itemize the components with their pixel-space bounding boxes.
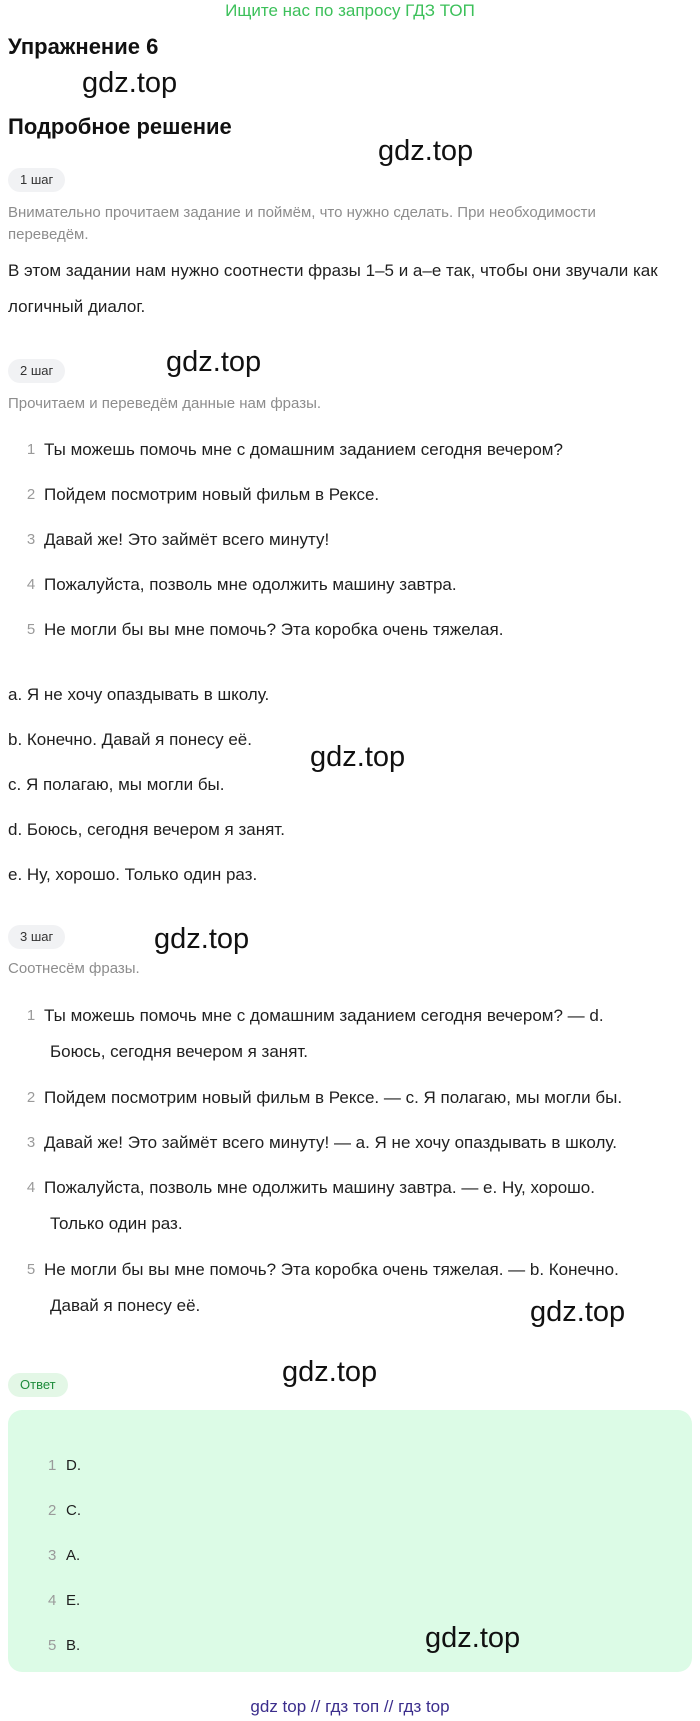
item-text: Пойдем посмотрим новый фильм в Рексе. — c. Я полагаю, мы могли бы. bbox=[44, 1088, 623, 1107]
answer-box bbox=[8, 1410, 692, 1672]
answer-item bbox=[48, 1590, 80, 1612]
item-number: 5 bbox=[26, 1261, 36, 1278]
footer-links[interactable]: gdz top // гдз топ // гдз top bbox=[250, 1697, 450, 1716]
item-text: Пожалуйста, позволь мне одолжить машину завтра. — e. Ну, хорошо. bbox=[44, 1178, 595, 1197]
step-text: В этом задании нам нужно соотнести фразы 1–5 и a–e так, чтобы они звучали как логичный диалог. bbox=[8, 261, 658, 316]
item-number: 3 bbox=[48, 1547, 57, 1564]
watermark: gdz.top bbox=[154, 923, 250, 955]
step-note: Внимательно прочитаем задание и поймём, что нужно сделать. При необходимости переведём. bbox=[8, 204, 596, 243]
watermark: gdz.top bbox=[378, 135, 474, 167]
item-text-continued: Боюсь, сегодня вечером я занят. bbox=[50, 1042, 309, 1061]
item-text: Не могли бы вы мне помочь? Эта коробка очень тяжелая. bbox=[44, 620, 504, 639]
answer-item bbox=[48, 1455, 81, 1477]
item-number: 4 bbox=[26, 1179, 36, 1196]
response-item: a. Я не хочу опаздывать в школу. bbox=[8, 685, 270, 704]
exercise-title: Упражнение 6 bbox=[8, 34, 159, 59]
item-number: 5 bbox=[26, 621, 36, 638]
watermark: gdz.top bbox=[166, 346, 262, 378]
item-number: 4 bbox=[26, 576, 36, 593]
answer-item bbox=[48, 1500, 81, 1522]
response-item: b. Конечно. Давай я понесу её. bbox=[8, 730, 252, 749]
answer-item bbox=[48, 1545, 80, 1567]
item-text: Давай же! Это займёт всего минуту! — a. Я не хочу опаздывать в школу. bbox=[44, 1133, 617, 1152]
answer-item bbox=[48, 1635, 80, 1657]
item-text: Давай же! Это займёт всего минуту! bbox=[44, 530, 330, 549]
response-item: d. Боюсь, сегодня вечером я занят. bbox=[8, 820, 285, 839]
item-number: 2 bbox=[48, 1502, 57, 1519]
item-number: 1 bbox=[48, 1457, 57, 1474]
item-text: E. bbox=[66, 1592, 81, 1609]
item-text: Ты можешь помочь мне с домашним заданием сегодня вечером? bbox=[44, 440, 563, 459]
response-item: e. Ну, хорошо. Только один раз. bbox=[8, 865, 258, 884]
item-text: Пожалуйста, позволь мне одолжить машину завтра. bbox=[44, 575, 457, 594]
step-note: Соотнесём фразы. bbox=[8, 960, 140, 977]
item-text: Не могли бы вы мне помочь? Эта коробка очень тяжелая. — b. Конечно. bbox=[44, 1260, 619, 1279]
search-banner: Ищите нас по запросу ГДЗ ТОП bbox=[225, 1, 475, 20]
item-number: 3 bbox=[26, 531, 36, 548]
step-badge: 2 шаг bbox=[8, 359, 65, 383]
item-number: 5 bbox=[48, 1637, 57, 1654]
step-badge: 3 шаг bbox=[8, 925, 65, 949]
item-text: Пойдем посмотрим новый фильм в Рексе. bbox=[44, 485, 380, 504]
watermark: gdz.top bbox=[530, 1296, 626, 1328]
watermark: gdz.top bbox=[82, 67, 178, 99]
watermark: gdz.top bbox=[282, 1356, 378, 1388]
step-badge: 1 шаг bbox=[8, 168, 65, 192]
item-text: D. bbox=[66, 1457, 81, 1474]
item-text: B. bbox=[66, 1637, 81, 1654]
item-number: 1 bbox=[26, 1007, 36, 1024]
item-number: 3 bbox=[26, 1134, 36, 1151]
item-text: Ты можешь помочь мне с домашним заданием сегодня вечером? — d. bbox=[44, 1006, 604, 1025]
item-text-continued: Только один раз. bbox=[50, 1214, 183, 1233]
item-text: C. bbox=[66, 1502, 81, 1519]
answer-badge: Ответ bbox=[8, 1373, 68, 1397]
response-item: c. Я полагаю, мы могли бы. bbox=[8, 775, 225, 794]
item-number: 4 bbox=[48, 1592, 57, 1609]
item-number: 1 bbox=[26, 441, 36, 458]
watermark: gdz.top bbox=[310, 741, 406, 773]
item-number: 2 bbox=[26, 1089, 36, 1106]
step-note: Прочитаем и переведём данные нам фразы. bbox=[8, 395, 322, 412]
item-number: 2 bbox=[26, 486, 36, 503]
solution-title: Подробное решение bbox=[8, 114, 232, 139]
watermark: gdz.top bbox=[425, 1622, 521, 1654]
item-text-continued: Давай я понесу её. bbox=[50, 1296, 201, 1315]
item-text: A. bbox=[66, 1547, 81, 1564]
